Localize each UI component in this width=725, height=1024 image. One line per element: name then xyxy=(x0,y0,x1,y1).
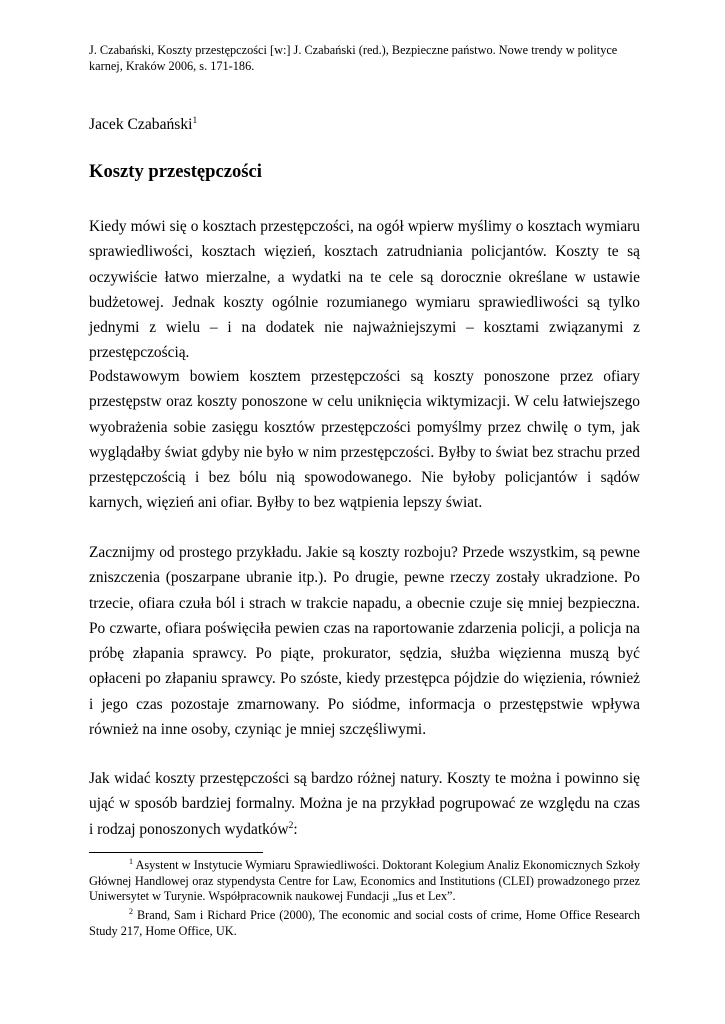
footnote-ref-2[interactable]: 2 xyxy=(288,820,294,831)
footnote-1-text: Asystent w Instytucie Wymiaru Sprawiedliwości. Doktorant Kolegium Analiz Ekonomicznych Szkoły Głównej Handlowej oraz stypendysta Centre for Law, Economics and Institutions (CLEI) prowadzonego przez Uniwersytet w Turynie. Współpracownik naukowej Fundacji „Ius et Lex”. xyxy=(89,858,640,903)
body-paragraph-4 xyxy=(89,766,640,842)
author-name: Jacek Czabański xyxy=(89,116,193,133)
citation-header: J. Czabański, Koszty przestępczości [w:] J. Czabański (red.), Bezpieczne państwo. Nowe trendy w polityce karnej, Kraków 2006, s. 171-186. xyxy=(89,43,618,73)
body-paragraph-4-end: : xyxy=(293,820,298,838)
footnote-2-mark: 2 xyxy=(129,907,133,916)
footnote-2 xyxy=(89,908,640,939)
article-title: Koszty przestępczości xyxy=(89,161,262,182)
body-paragraph-4-text: Jak widać koszty przestępczości są bardzo różnej natury. Koszty te można i powinno się ująć w sposób bardziej formalny. Można je na przykład pogrupować ze względu na czas i rodzaj ponoszonych wydatków xyxy=(89,770,640,838)
body-paragraph-3: Zacznijmy od prostego przykładu. Jakie są koszty rozboju? Przede wszystkim, są pewne zniszczenia (poszarpane ubranie itp.). Po drugie, pewne rzeczy zostały ukradzione. Po trzecie, ofiara czuła ból i strach w trakcie napadu, a obecnie czuje się mniej bezpieczna. Po czwarte, ofiara poświęciła pewien czas na raportowanie zdarzenia policji, a policja na próbę złapania sprawcy. Po piąte, prokurator, sędzia, służba więzienna muszą być opłaceni po złapaniu sprawcy. Po szóste, kiedy przestępca pójdzie do więzienia, również i jego czas pozostaje zmarnowany. Po siódme, informacja o przestępstwie wpływa również na inne osoby, czyniąc je mniej szczęśliwymi. xyxy=(89,544,640,739)
footnote-2-text: Brand, Sam i Richard Price (2000), The economic and social costs of crime, Home Office Research Study 217, Home Office, UK. xyxy=(89,908,640,938)
body-paragraph-2: Podstawowym bowiem kosztem przestępczości są koszty ponoszone przez ofiary przestępstw oraz koszty ponoszone w celu uniknięcia wiktymizacji. W celu łatwiejszego wyobrażenia sobie zasięgu kosztów przestępczości pomyślmy przez chwilę o tym, jak wyglądałby świat gdyby nie było w nim przestępczości. Byłby to świat bez strachu przed przestępczością i bez bólu nią spowodowanego. Nie byłoby policjantów i sądów karnych, więzień ani ofiar. Byłby to bez wątpienia lepszy świat. xyxy=(89,368,640,512)
body-paragraph-1: Kiedy mówi się o kosztach przestępczości, na ogół wpierw myślimy o kosztach wymiaru sprawiedliwości, kosztach więzień, kosztach zatrudniania policjantów. Koszty te są oczywiście łatwo mierzalne, a wydatki na te cele są dorocznie określane w ustawie budżetowej. Jednak koszty ogólnie rozumianego wymiaru sprawiedliwości są tylko jednymi z wielu – i na dodatek nie najważniejszymi – kosztami związanymi z przestępczością. xyxy=(89,218,640,362)
footnote-1 xyxy=(89,858,640,905)
footnote-1-mark: 1 xyxy=(129,857,133,866)
footnote-separator xyxy=(89,852,263,853)
author-line xyxy=(89,116,197,134)
author-footnote-ref[interactable]: 1 xyxy=(192,116,198,126)
